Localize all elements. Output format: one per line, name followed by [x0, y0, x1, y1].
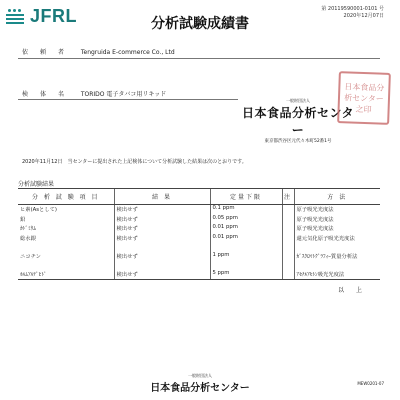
table-row	[18, 205, 380, 215]
header-item: 分 析 試 験 項 目	[18, 189, 114, 205]
client-underline	[18, 58, 380, 59]
header-method: 方 法	[294, 189, 380, 205]
sample-label: 検 体 名	[22, 91, 68, 98]
row-result: 検出せず	[114, 234, 210, 252]
row-result: 検出せず	[114, 270, 210, 280]
table-row	[18, 270, 380, 280]
row-item: ニコチン	[20, 253, 41, 260]
logo-text: JFRL	[30, 6, 77, 26]
row-method: 還元気化原子吸光光度法	[294, 234, 380, 252]
row-method: ｶﾞｽｸﾛﾏﾄｸﾞﾗﾌｨｰ質量分析法	[294, 252, 380, 270]
header-note: 注	[282, 189, 294, 205]
row-note	[282, 270, 294, 280]
document-title: 分析試験成績書	[151, 16, 249, 32]
row-method: 原子吸光光度法	[294, 224, 380, 234]
row-limit: 0.01 ppm	[210, 224, 282, 234]
row-limit: 0.1 ppm	[210, 205, 282, 215]
issue-date: 2020年12月07日	[343, 13, 384, 19]
row-method: 原子吸光光度法	[294, 215, 380, 225]
table-row	[18, 224, 380, 234]
sample-row	[22, 89, 166, 98]
issuer-address: 東京都渋谷区元代々木町52番1号	[264, 139, 332, 144]
footer-issuer	[120, 373, 280, 394]
table-row	[18, 252, 380, 270]
results-table-title: 分析試験結果	[18, 181, 55, 188]
row-result: 検出せず	[114, 224, 210, 234]
row-item: 総水銀	[20, 235, 36, 242]
table-row	[18, 234, 380, 252]
results-table	[18, 188, 380, 280]
header-result: 結 果	[114, 189, 210, 205]
row-limit: 0.05 ppm	[210, 215, 282, 225]
row-limit: 5 ppm	[210, 270, 282, 280]
issuer-name: 日本食品分析センター	[241, 106, 355, 137]
row-note	[282, 224, 294, 234]
client-value: Tengruida E-commerce Co., Ltd	[80, 49, 175, 56]
issuer-type: 一般財団法人	[286, 98, 310, 103]
client-label: 依 頼 者	[22, 49, 68, 56]
client-row	[22, 47, 175, 56]
header-limit: 定量下限	[210, 189, 282, 205]
table-row	[18, 215, 380, 225]
row-result: 検出せず	[114, 215, 210, 225]
official-seal: 日本食品分析センター之印	[337, 71, 391, 125]
row-result: 検出せず	[114, 252, 210, 270]
document-number: 第 20119590001-0101 号	[321, 6, 384, 12]
sample-value: TORIDO 電子タバコ用リキッド	[80, 91, 167, 98]
row-item: ﾎﾙﾑｱﾙﾃﾞﾋﾄﾞ	[18, 270, 114, 280]
row-method: ｱｾﾁﾙｱｾﾄﾝ吸光光度法	[294, 270, 380, 280]
row-item: ヒ素(Asとして)	[20, 207, 58, 213]
page-code: MEW0201-07	[357, 381, 384, 386]
row-limit: 1 ppm	[210, 252, 282, 270]
sample-underline	[18, 99, 238, 100]
row-result: 検出せず	[114, 205, 210, 215]
footer-issuer-type: 一般財団法人	[188, 373, 212, 378]
row-item: ｶﾄﾞﾐｳﾑ	[20, 226, 36, 233]
intro-text: 2020年11月12日 当センターに提出された上記検体について分析試験した結果は次のとおりです。	[22, 159, 247, 165]
closing-mark: 以 上	[338, 287, 366, 294]
row-note	[282, 252, 294, 270]
row-limit: 0.01 ppm	[210, 234, 282, 252]
row-method: 原子吸光光度法	[294, 205, 380, 215]
document-number-block	[321, 6, 384, 20]
row-note	[282, 215, 294, 225]
row-note	[282, 234, 294, 252]
results-header-row	[18, 189, 380, 205]
row-item: 鉛	[20, 216, 26, 223]
footer-issuer-name: 日本食品分析センター	[150, 383, 250, 394]
row-note	[282, 205, 294, 215]
